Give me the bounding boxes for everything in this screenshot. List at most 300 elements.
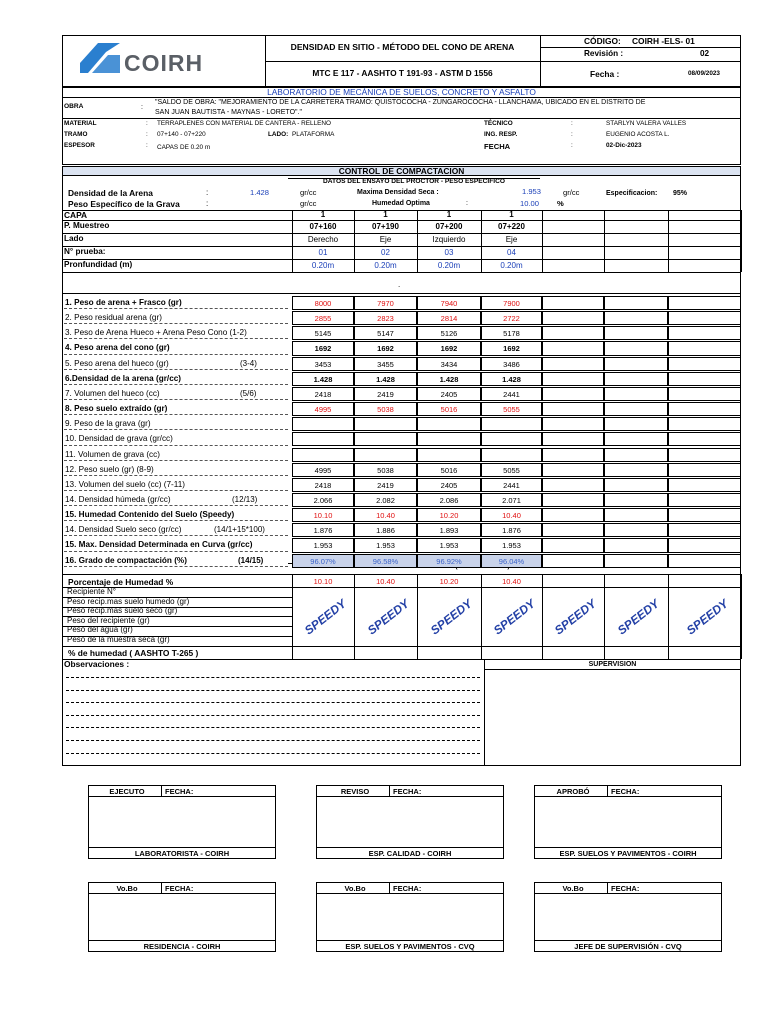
- value-cell: [668, 463, 741, 477]
- row-label: 15. Humedad Contenido del Suelo (Speedy): [65, 510, 235, 520]
- signature-box: [534, 785, 722, 859]
- value-cell: [292, 448, 354, 462]
- value-cell: [604, 417, 668, 431]
- row-value: 1.953: [376, 541, 395, 551]
- row-underline: [64, 535, 288, 536]
- row-value: 5038: [377, 405, 394, 415]
- grid-line: [604, 574, 605, 659]
- row-value: 1692: [440, 344, 458, 354]
- value-cell: [542, 357, 604, 371]
- row-value: 2.086: [439, 495, 459, 505]
- row-value: 2405: [440, 480, 458, 490]
- grid-line: [62, 636, 292, 637]
- revision-value: 02: [700, 49, 710, 58]
- grid-line: [62, 293, 741, 294]
- grid-line: [62, 220, 741, 221]
- value-cell: [542, 341, 604, 355]
- fecha-value: 02-Dic-2023: [606, 142, 642, 149]
- grid-line: [481, 574, 482, 659]
- value-cell: [542, 326, 604, 340]
- value-cell: [542, 432, 604, 446]
- row-label: 16. Grado de compactación (%): [65, 555, 187, 565]
- grid-line: [62, 616, 292, 617]
- row-value: 1692: [377, 344, 394, 354]
- value-cell: [668, 538, 741, 552]
- tecnico-label: TÉCNICO: [484, 120, 513, 127]
- row-value: 1.893: [439, 526, 459, 536]
- value-cell: [668, 523, 741, 537]
- value-cell: [668, 341, 741, 355]
- id-row-value: 07+160: [309, 221, 337, 231]
- value-cell: [542, 463, 604, 477]
- row-value: 2823: [377, 314, 394, 324]
- value-cell: [604, 326, 668, 340]
- row-value: 96.07%: [310, 556, 336, 566]
- value-cell: [354, 417, 417, 431]
- observation-line: [66, 690, 480, 691]
- control-title: CONTROL DE COMPACTACION: [338, 166, 465, 176]
- espesor-label: ESPESOR: [64, 142, 95, 149]
- row-value: 5055: [503, 465, 520, 475]
- value-cell: [354, 448, 417, 462]
- signature-head-divider: [389, 883, 390, 894]
- row-value: 5126: [440, 329, 458, 339]
- grid-line: [62, 626, 292, 627]
- grid-line: [741, 574, 742, 659]
- signature-box: [534, 882, 722, 952]
- value-cell: [542, 311, 604, 325]
- signature-date-label: FECHA:: [165, 787, 194, 796]
- row-value: 4995: [314, 465, 332, 475]
- porcentaje-humedad-label: Porcentaje de Humedad %: [68, 577, 174, 587]
- value-cell: [354, 432, 417, 446]
- speedy-stamp: SPEEDY: [301, 596, 349, 638]
- value-cell: [604, 296, 668, 310]
- signature-box: [88, 785, 276, 859]
- humedad-value: 10.10: [313, 577, 333, 586]
- id-row-value: 0.20m: [374, 260, 397, 270]
- id-row-value: 0.20m: [311, 260, 335, 270]
- row-value: 2418: [314, 389, 332, 399]
- row-label: 4. Peso arena del cono (gr): [65, 343, 170, 353]
- row-value: 2722: [503, 314, 520, 324]
- row-value: 2.066: [313, 495, 333, 505]
- grid-line: [741, 210, 742, 272]
- value-cell: [542, 493, 604, 507]
- row-value: 1.876: [313, 526, 333, 536]
- signature-box: [316, 785, 504, 859]
- id-row-value: 0.20m: [437, 260, 461, 270]
- row-value: 5178: [503, 329, 520, 339]
- value-cell: [604, 448, 668, 462]
- row-note: (5/6): [240, 388, 257, 398]
- grid-line: [668, 574, 669, 659]
- id-row-label: Lado: [64, 234, 84, 243]
- id-row-label: N° prueba:: [64, 247, 106, 256]
- row-value: 10.40: [502, 511, 521, 521]
- row-value: 1.953: [439, 541, 459, 551]
- row-value: 2.071: [502, 495, 521, 505]
- grid-line: [62, 607, 292, 608]
- proctor-title: DATOS DEL ENSAYO DEL PROCTOR - PESO ESPECIFICO: [323, 178, 505, 185]
- value-cell: [604, 554, 668, 568]
- value-cell: [604, 372, 668, 386]
- espec-value: 95%: [673, 190, 688, 197]
- row-underline: [64, 354, 288, 355]
- obra-line1: "SALDO DE OBRA: "MEJORAMIENTO DE LA CARRETERA TRAMO: QUISTOCOCHA - ZUNGAROCOCHA - LLANCHAMA, UBICADO EN EL DISTRITO DE: [155, 99, 646, 106]
- row-value: 3486: [503, 359, 520, 369]
- value-cell: [542, 538, 604, 552]
- row-note: (14/15): [238, 555, 264, 565]
- value-cell: [668, 402, 741, 416]
- value-cell: [481, 417, 542, 431]
- supervision-label: SUPERVISION: [588, 661, 637, 668]
- grid-line: [62, 272, 741, 273]
- max-dens-label: Maxima Densidad Seca :: [357, 189, 439, 196]
- obra-label: OBRA: [64, 103, 84, 110]
- row-label: 14. Densidad Suelo seco (gr/cc): [65, 525, 182, 535]
- lab-title: LABORATORIO DE MECÁNICA DE SUELOS, CONCRETO Y ASFALTO: [267, 87, 536, 97]
- id-row-label: P. Muestreo: [64, 221, 110, 230]
- signature-role-label: Vo.Bo: [562, 884, 584, 893]
- value-cell: [668, 326, 741, 340]
- code-value: COIRH -ELS- 01: [632, 36, 695, 46]
- recipient-row-label: Recipiente N°: [67, 587, 116, 596]
- signature-role-label: REVISO: [340, 787, 370, 796]
- densidad-arena-value: 1.428: [250, 188, 270, 197]
- value-cell: [292, 432, 354, 446]
- observation-line: [66, 727, 480, 728]
- document-norms: MTC E 117 - AASHTO T 191-93 - ASTM D 1556: [312, 68, 493, 78]
- separator-dot: .: [398, 280, 401, 289]
- humedad-value: 10.40: [376, 577, 395, 586]
- densidad-arena-label: Densidad de la Arena: [68, 188, 153, 198]
- signature-head-divider: [161, 883, 162, 894]
- row-value: 2419: [377, 389, 394, 399]
- speedy-stamp: SPEEDY: [364, 596, 412, 638]
- espesor-value: CAPAS DE 0.20 m: [157, 144, 211, 151]
- espec-label: Especificacion:: [606, 190, 658, 197]
- row-label: 9. Peso de la grava (gr): [65, 419, 151, 429]
- row-underline: [64, 399, 288, 400]
- humedad-value: 10.40: [502, 577, 521, 586]
- signature-head: [317, 786, 503, 797]
- grid-line: [354, 210, 355, 272]
- signature-head-divider: [607, 786, 608, 797]
- row-value: 4995: [314, 405, 332, 415]
- row-value: 10.10: [313, 511, 333, 521]
- row-value: 1.953: [313, 541, 333, 551]
- humedad-value: 10.20: [439, 577, 459, 586]
- row-label: 5. Peso arena del hueco (gr): [65, 358, 169, 368]
- ing-label: ING. RESP.: [484, 131, 518, 138]
- signature-head: [89, 786, 275, 797]
- material-label: MATERIAL: [64, 120, 97, 127]
- row-label: 1. Peso de arena + Frasco (gr): [65, 298, 182, 307]
- value-cell: [481, 448, 542, 462]
- value-cell: [668, 387, 741, 401]
- id-row-value: Eje: [379, 234, 392, 244]
- row-value: 5055: [503, 405, 520, 415]
- grid-line: [292, 574, 293, 659]
- signature-role-label: EJECUTO: [109, 787, 145, 796]
- id-row-value: 07+200: [435, 221, 463, 231]
- row-label: 8. Peso suelo extraído (gr): [65, 404, 168, 414]
- id-row-value: 02: [381, 247, 390, 257]
- row-value: 5145: [314, 329, 332, 339]
- row-note: (3-4): [240, 358, 257, 368]
- speedy-stamp: SPEEDY: [427, 596, 475, 638]
- row-value: 2418: [314, 480, 332, 490]
- row-value: 5016: [440, 405, 458, 415]
- obra-line2: SAN JUAN BAUTISTA - MAYNAS - LORETO".": [155, 109, 302, 116]
- value-cell: [668, 432, 741, 446]
- row-value: 96.04%: [498, 556, 525, 566]
- row-value: 7900: [503, 299, 520, 308]
- value-cell: [604, 341, 668, 355]
- row-value: 3453: [314, 359, 332, 369]
- row-label: 2. Peso residual arena (gr): [65, 313, 162, 323]
- value-cell: [604, 523, 668, 537]
- recipient-row-label: Peso del agua (gr): [67, 625, 133, 635]
- signature-date-label: FECHA:: [611, 884, 640, 893]
- row-label: 15. Max. Densidad Determinada en Curva (gr/cc): [65, 540, 253, 550]
- id-row-value: 01: [318, 247, 328, 257]
- row-value: 10.40: [376, 511, 395, 521]
- signature-box: [316, 882, 504, 952]
- row-value: 8000: [314, 299, 332, 308]
- row-underline: [64, 520, 288, 521]
- row-label: 3. Peso de Arena Hueco + Arena Peso Cono (1-2): [65, 328, 247, 338]
- recipient-row-label: Peso recip.mas suelo humedo (gr): [67, 596, 190, 606]
- document-title: DENSIDAD EN SITIO - MÉTODO DEL CONO DE ARENA: [290, 42, 515, 52]
- id-row-value: 1: [509, 210, 514, 219]
- row-label: 12. Peso suelo (gr) (8-9): [65, 464, 154, 474]
- code-label: CÓDIGO:: [584, 36, 621, 46]
- signature-title: ESP. SUELOS Y PAVIMENTOS - CVQ: [317, 940, 503, 951]
- coirh-logo-icon: [80, 43, 120, 77]
- row-value: 5147: [377, 329, 394, 339]
- row-underline: [64, 384, 288, 385]
- signature-role-label: APROBÓ: [556, 787, 590, 796]
- row-value: 2441: [503, 480, 520, 490]
- signature-box: [88, 882, 276, 952]
- value-cell: [604, 493, 668, 507]
- signature-date-label: FECHA:: [165, 884, 194, 893]
- row-value: 2814: [440, 314, 458, 324]
- signature-title: LABORATORISTA - COIRH: [89, 847, 275, 858]
- hum-opt-label: Humedad Optima: [372, 200, 430, 207]
- row-value: 3455: [377, 359, 394, 369]
- row-note: (12/13): [232, 494, 258, 504]
- date-label: Fecha :: [590, 69, 620, 79]
- grid-line: [604, 210, 605, 272]
- grid-line: [62, 597, 292, 598]
- row-value: 2855: [314, 314, 332, 324]
- id-row-value: 03: [444, 247, 454, 257]
- value-cell: [604, 432, 668, 446]
- lado-label: LADO:: [268, 131, 289, 138]
- value-cell: [668, 478, 741, 492]
- value-cell: [542, 448, 604, 462]
- row-value: 2419: [377, 480, 394, 490]
- grid-line: [417, 210, 418, 272]
- value-cell: [417, 417, 481, 431]
- hum-opt-value: 10.00: [520, 199, 540, 208]
- value-cell: [604, 402, 668, 416]
- value-cell: [542, 372, 604, 386]
- id-row-value: 07+190: [372, 221, 399, 231]
- row-label: 10. Densidad de grava (gr/cc): [65, 434, 173, 444]
- id-row-label: CAPA: [64, 209, 88, 220]
- signature-title: ESP. CALIDAD - COIRH: [317, 847, 503, 858]
- row-underline: [64, 475, 288, 476]
- revision-label: Revisión :: [584, 49, 624, 58]
- logo-text: COIRH: [124, 50, 204, 76]
- row-underline: [64, 429, 288, 430]
- row-note: (14/1+15*100): [214, 525, 265, 535]
- date-value: 08/09/2023: [688, 70, 720, 77]
- value-cell: [668, 372, 741, 386]
- row-value: 10.20: [439, 511, 459, 521]
- row-underline: [64, 323, 288, 324]
- value-cell: [542, 387, 604, 401]
- row-underline: [64, 308, 288, 309]
- row-label: 11. Volumen de grava (cc): [65, 449, 160, 459]
- signature-head: [89, 883, 275, 894]
- value-cell: [604, 311, 668, 325]
- value-cell: [604, 508, 668, 522]
- signature-head-divider: [607, 883, 608, 894]
- observation-line: [66, 753, 480, 754]
- value-cell: [668, 508, 741, 522]
- lado-value: PLATAFORMA: [292, 131, 335, 138]
- value-cell: [417, 432, 481, 446]
- row-underline: [64, 445, 288, 446]
- value-cell: [668, 493, 741, 507]
- row-value: 1.428: [502, 374, 521, 384]
- grid-line: [62, 210, 63, 272]
- grid-line: [542, 210, 543, 272]
- row-underline: [64, 551, 288, 552]
- value-cell: [604, 387, 668, 401]
- observation-line: [66, 702, 480, 703]
- row-value: 5016: [440, 465, 458, 475]
- value-cell: [542, 296, 604, 310]
- grid-line: [542, 574, 543, 659]
- speedy-stamp: SPEEDY: [683, 596, 731, 638]
- row-value: 96.58%: [372, 556, 399, 566]
- row-value: 2441: [503, 389, 520, 399]
- signature-date-label: FECHA:: [611, 787, 640, 796]
- value-cell: [542, 402, 604, 416]
- id-row-value: Izquierdo: [432, 234, 466, 244]
- value-cell: [481, 432, 542, 446]
- observation-line: [66, 740, 480, 741]
- signature-head: [535, 786, 721, 797]
- row-value: 7940: [440, 299, 458, 308]
- value-cell: [542, 417, 604, 431]
- ing-value: EUGENIO ACOSTA L.: [606, 131, 670, 138]
- id-row-value: Derecho: [307, 234, 339, 244]
- signature-title: ESP. SUELOS Y PAVIMENTOS - COIRH: [535, 847, 721, 858]
- row-underline: [64, 338, 288, 339]
- tramo-value: 07+140 - 07+220: [157, 131, 206, 138]
- row-underline: [64, 460, 288, 461]
- observation-line: [66, 677, 480, 678]
- row-value: 7970: [377, 299, 394, 308]
- row-underline: [64, 566, 288, 567]
- value-cell: [292, 417, 354, 431]
- id-row-value: 04: [507, 247, 516, 257]
- recipient-row-label: Peso del recipiente (gr): [67, 615, 150, 625]
- signature-head-divider: [161, 786, 162, 797]
- id-row-value: 1: [320, 210, 326, 219]
- tramo-label: TRAMO: [64, 131, 88, 138]
- value-cell: [668, 296, 741, 310]
- row-value: 1692: [503, 344, 520, 354]
- id-row-value: 0.20m: [500, 260, 523, 270]
- observaciones-label: Observaciones :: [64, 659, 130, 669]
- id-row-value: 1: [383, 210, 388, 219]
- row-value: 1.876: [502, 526, 521, 536]
- signature-head: [317, 883, 503, 894]
- grid-line: [481, 210, 482, 272]
- value-cell: [668, 311, 741, 325]
- id-row-value: 1: [446, 210, 452, 219]
- speedy-stamp: SPEEDY: [490, 596, 538, 638]
- value-cell: [542, 554, 604, 568]
- id-row-value: Eje: [505, 234, 518, 244]
- speedy-stamp: SPEEDY: [614, 596, 662, 638]
- value-cell: [668, 448, 741, 462]
- row-value: 1.428: [376, 374, 395, 384]
- row-underline: [64, 505, 288, 506]
- speedy-stamp: SPEEDY: [551, 596, 599, 638]
- value-cell: [604, 478, 668, 492]
- observation-line: [66, 715, 480, 716]
- row-value: 1692: [314, 344, 332, 354]
- row-value: 3434: [440, 359, 458, 369]
- signature-date-label: FECHA:: [393, 787, 422, 796]
- value-cell: [542, 478, 604, 492]
- material-value: TERRAPLENES CON MATERIAL DE CANTERA - RELLENO: [157, 120, 332, 127]
- signature-role-label: Vo.Bo: [116, 884, 138, 893]
- id-row-label: Pronfundidad (m): [64, 260, 133, 269]
- fecha-label: FECHA: [484, 142, 511, 151]
- row-label: 13. Volumen del suelo (cc) (7-11): [65, 479, 185, 489]
- row-value: 2405: [440, 389, 458, 399]
- grid-line: [62, 259, 741, 260]
- grid-line: [354, 574, 355, 659]
- signature-date-label: FECHA:: [393, 884, 422, 893]
- row-underline: [64, 369, 288, 370]
- value-cell: [542, 523, 604, 537]
- max-dens-value: 1.953: [522, 187, 542, 196]
- grid-line: [292, 210, 293, 272]
- row-value: 96.92%: [436, 556, 462, 566]
- value-cell: [604, 538, 668, 552]
- row-underline: [64, 490, 288, 491]
- id-row-value: 07+220: [498, 221, 525, 231]
- row-value: 1.953: [502, 541, 521, 551]
- row-value: 1.428: [439, 374, 459, 384]
- value-cell: [668, 357, 741, 371]
- value-cell: [604, 357, 668, 371]
- value-cell: [604, 463, 668, 477]
- signature-title: RESIDENCIA - COIRH: [89, 940, 275, 951]
- grid-line: [62, 233, 741, 234]
